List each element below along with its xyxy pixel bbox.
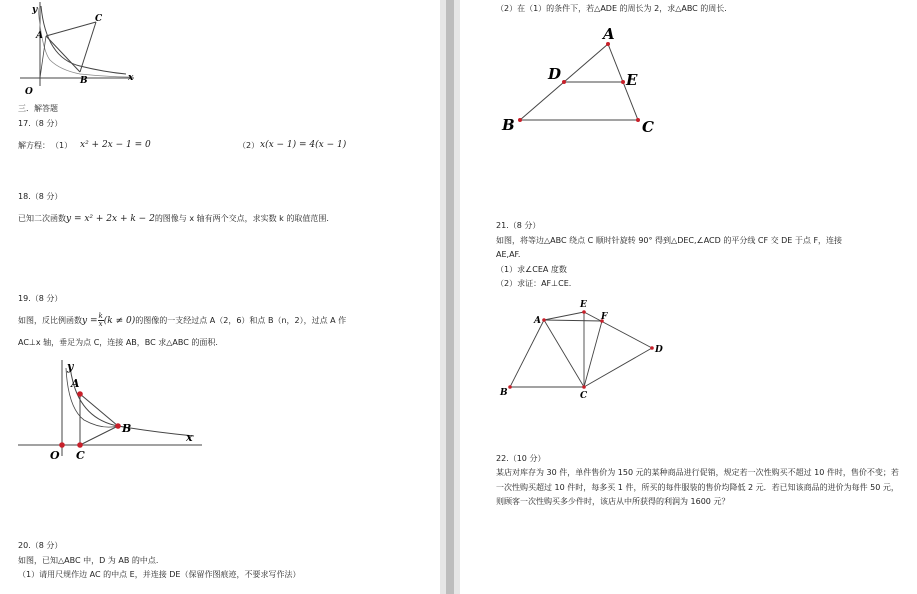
label-y: y (67, 360, 74, 373)
label-E: E (626, 71, 638, 89)
label-O: O (25, 87, 33, 97)
point-O (59, 442, 65, 448)
q19-text-pre: 如图，反比例函数 (18, 316, 82, 325)
q20-part2: （2）在（1）的条件下，若△ADE 的周长为 2，求△ABC 的周长. (496, 4, 727, 13)
q19-frac-den: x (98, 320, 103, 328)
section-title: 三．解答题 (18, 104, 58, 113)
q18-text-pre: 已知二次函数 (18, 214, 66, 223)
label-A: A (603, 25, 615, 43)
label-y: y (32, 5, 38, 15)
hyperbola-curve (41, 6, 126, 74)
point-D (650, 346, 654, 350)
label-E: E (580, 300, 587, 310)
label-O: O (50, 449, 60, 462)
label-B: B (502, 116, 515, 134)
label-A: A (36, 31, 43, 41)
q18-formula: y = x² + 2x + k − 2 (66, 214, 155, 224)
label-C: C (642, 118, 654, 136)
label-A: A (534, 316, 541, 326)
q22-heading: 22.（10 分） (496, 454, 546, 463)
right-page (460, 0, 917, 594)
q19-figure (14, 358, 214, 468)
q19-formula-lhs: y = (82, 316, 98, 326)
point-B (518, 118, 522, 122)
q17-part2-equation: x(x − 1) = 4(x − 1) (260, 140, 347, 150)
segment-AF (544, 320, 602, 321)
label-C: C (76, 449, 85, 462)
q20-line1: 如图，已知△ABC 中，D 为 AB 的中点. (18, 556, 159, 565)
point-A (77, 391, 83, 397)
point-A (542, 318, 546, 322)
q20-figure (500, 24, 680, 134)
segment-AE (544, 312, 584, 320)
q19-line2: AC⊥x 轴，垂足为点 C，连接 AB，BC 求△ABC 的面积. (18, 338, 218, 347)
page-gutter (440, 0, 460, 594)
q17-prefix: 解方程： (18, 141, 50, 150)
q18-text (18, 214, 329, 224)
q22-text: 某店对库存为 30 件，单件售价为 150 元的某种商品进行促销，规定若一次性购买不超过 10 件时，售价不变；若一次性购买超过 10 件时，每多买 1 件，所买的每件服装的售价均降低 2 元．若已知该商品的进价为每件 50 元，则顾客一次性购买多少件时，该店从中所获得的利润为 1600 元？ (496, 468, 899, 506)
q17-part1-equation: x² + 2x − 1 = 0 (80, 140, 151, 150)
q18-text-post: 的图像与 x 轴有两个交点，求实数 k 的取值范围. (154, 214, 329, 223)
point-C (77, 442, 83, 448)
segment-ED (584, 312, 652, 348)
q21-part1: （1）求∠CEA 度数 (496, 265, 567, 274)
left-page (0, 0, 440, 594)
q21-line2: AE,AF. (496, 250, 521, 259)
segment-CD (584, 348, 652, 387)
gutter-bar (446, 0, 454, 594)
q19-text (18, 313, 346, 329)
q21-figure (496, 296, 676, 406)
label-B: B (122, 422, 132, 435)
q17-heading: 17.（8 分） (18, 119, 63, 128)
q19-frac-num: k (98, 312, 103, 320)
label-B: B (80, 76, 88, 86)
segment-BC (80, 22, 96, 72)
q20-heading: 20.（8 分） (18, 541, 63, 550)
q17-part2-label: （2） (238, 141, 260, 150)
q21-part2: （2）求证：AF⊥CE. (496, 279, 572, 288)
point-C (636, 118, 640, 122)
label-C: C (580, 391, 588, 401)
label-x: x (186, 431, 193, 444)
q19-heading: 19.（8 分） (18, 294, 63, 303)
q21-heading: 21.（8 分） (496, 221, 541, 230)
figure-top-hyperbola (0, 0, 140, 100)
point-E (582, 310, 586, 314)
segment-AC (544, 320, 584, 387)
label-A: A (71, 377, 80, 390)
q19-text-post: 的图像的一支经过点 A（2，6）和点 B（n，2），过点 A 作 (135, 316, 347, 325)
q18-heading: 18.（8 分） (18, 192, 63, 201)
segment-AB (46, 36, 80, 72)
q21-line1: 如图，将等边△ABC 绕点 C 顺时针旋转 90° 得到△DEC,∠ACD 的平分线 CF 交 DE 于点 F，连接 (496, 236, 843, 245)
segment-AC (46, 22, 96, 36)
label-D: D (655, 345, 663, 355)
q20-part1: （1）请用尺规作边 AC 的中点 E，并连接 DE（保留作图痕迹，不要求写作法） (18, 570, 301, 579)
point-D (562, 80, 566, 84)
segment-AB (510, 320, 544, 387)
label-F: F (601, 312, 608, 322)
segment-BC (80, 426, 118, 445)
point-B (508, 385, 512, 389)
label-C: C (95, 14, 103, 24)
q19-formula-cond: (k ≠ 0) (103, 316, 136, 326)
point-B (115, 423, 121, 429)
segment-CF (584, 321, 602, 387)
label-x: x (128, 73, 134, 83)
point-C (582, 385, 586, 389)
label-B: B (500, 388, 508, 398)
q17-part1-label: （1） (51, 141, 73, 150)
point-E (621, 80, 625, 84)
label-D: D (548, 65, 562, 83)
